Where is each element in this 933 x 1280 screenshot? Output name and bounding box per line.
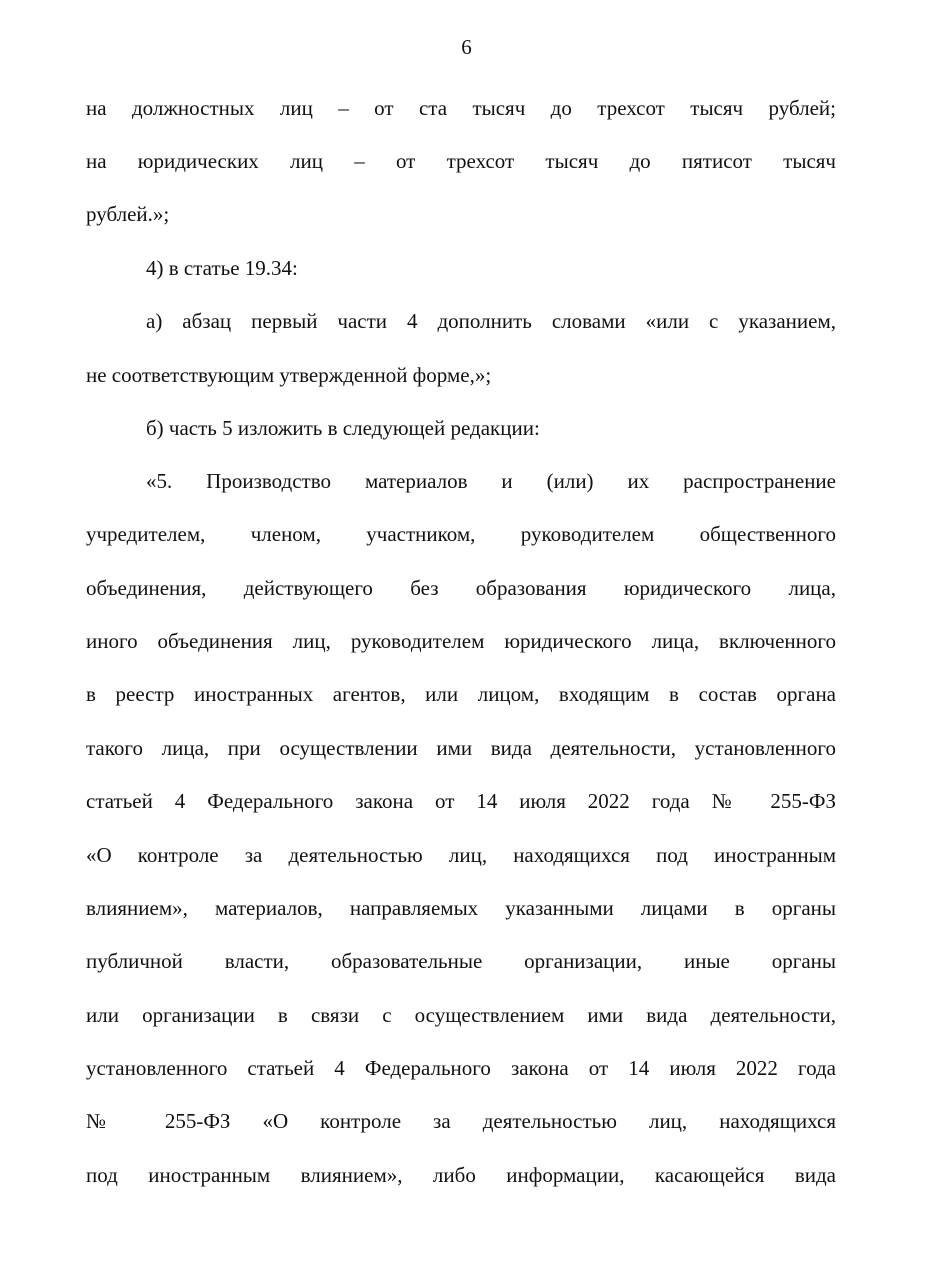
text-line: в реестр иностранных агентов, или лицом, входящим в состав органа [86,682,836,706]
text-line: под иностранным влиянием», либо информации, касающейся вида [86,1163,836,1187]
text-line: публичной власти, образовательные организации, иные органы [86,949,836,973]
text-line: не соответствующим утвержденной форме,»; [86,363,492,387]
text-line: объединения, действующего без образования юридического лица, [86,576,836,600]
text-line: на должностных лиц – от ста тысяч до трехсот тысяч рублей; [86,96,836,120]
text-line: иного объединения лиц, руководителем юридического лица, включенного [86,629,836,653]
text-line: «5. Производство материалов и (или) их распространение [146,469,836,493]
text-line: рублей.»; [86,202,170,226]
text-line: влиянием», материалов, направляемых указанными лицами в органы [86,896,836,920]
text-line: установленного статьей 4 Федерального закона от 14 июля 2022 года [86,1056,836,1080]
text-line: «О контроле за деятельностью лиц, находящихся под иностранным [86,843,836,867]
text-line: учредителем, членом, участником, руководителем общественного [86,522,836,546]
text-line: а) абзац первый части 4 дополнить словами «или с указанием, [146,309,836,333]
text-line: статьей 4 Федерального закона от 14 июля 2022 года № 255-ФЗ [86,789,836,813]
text-line: № 255-ФЗ «О контроле за деятельностью лиц, находящихся [86,1109,836,1133]
text-line: б) часть 5 изложить в следующей редакции: [146,416,540,440]
text-line: 4) в статье 19.34: [146,256,298,280]
page-number: 6 [461,35,472,59]
text-line: или организации в связи с осуществлением ими вида деятельности, [86,1003,836,1027]
text-line: такого лица, при осуществлении ими вида деятельности, установленного [86,736,836,760]
text-line: на юридических лиц – от трехсот тысяч до пятисот тысяч [86,149,836,173]
